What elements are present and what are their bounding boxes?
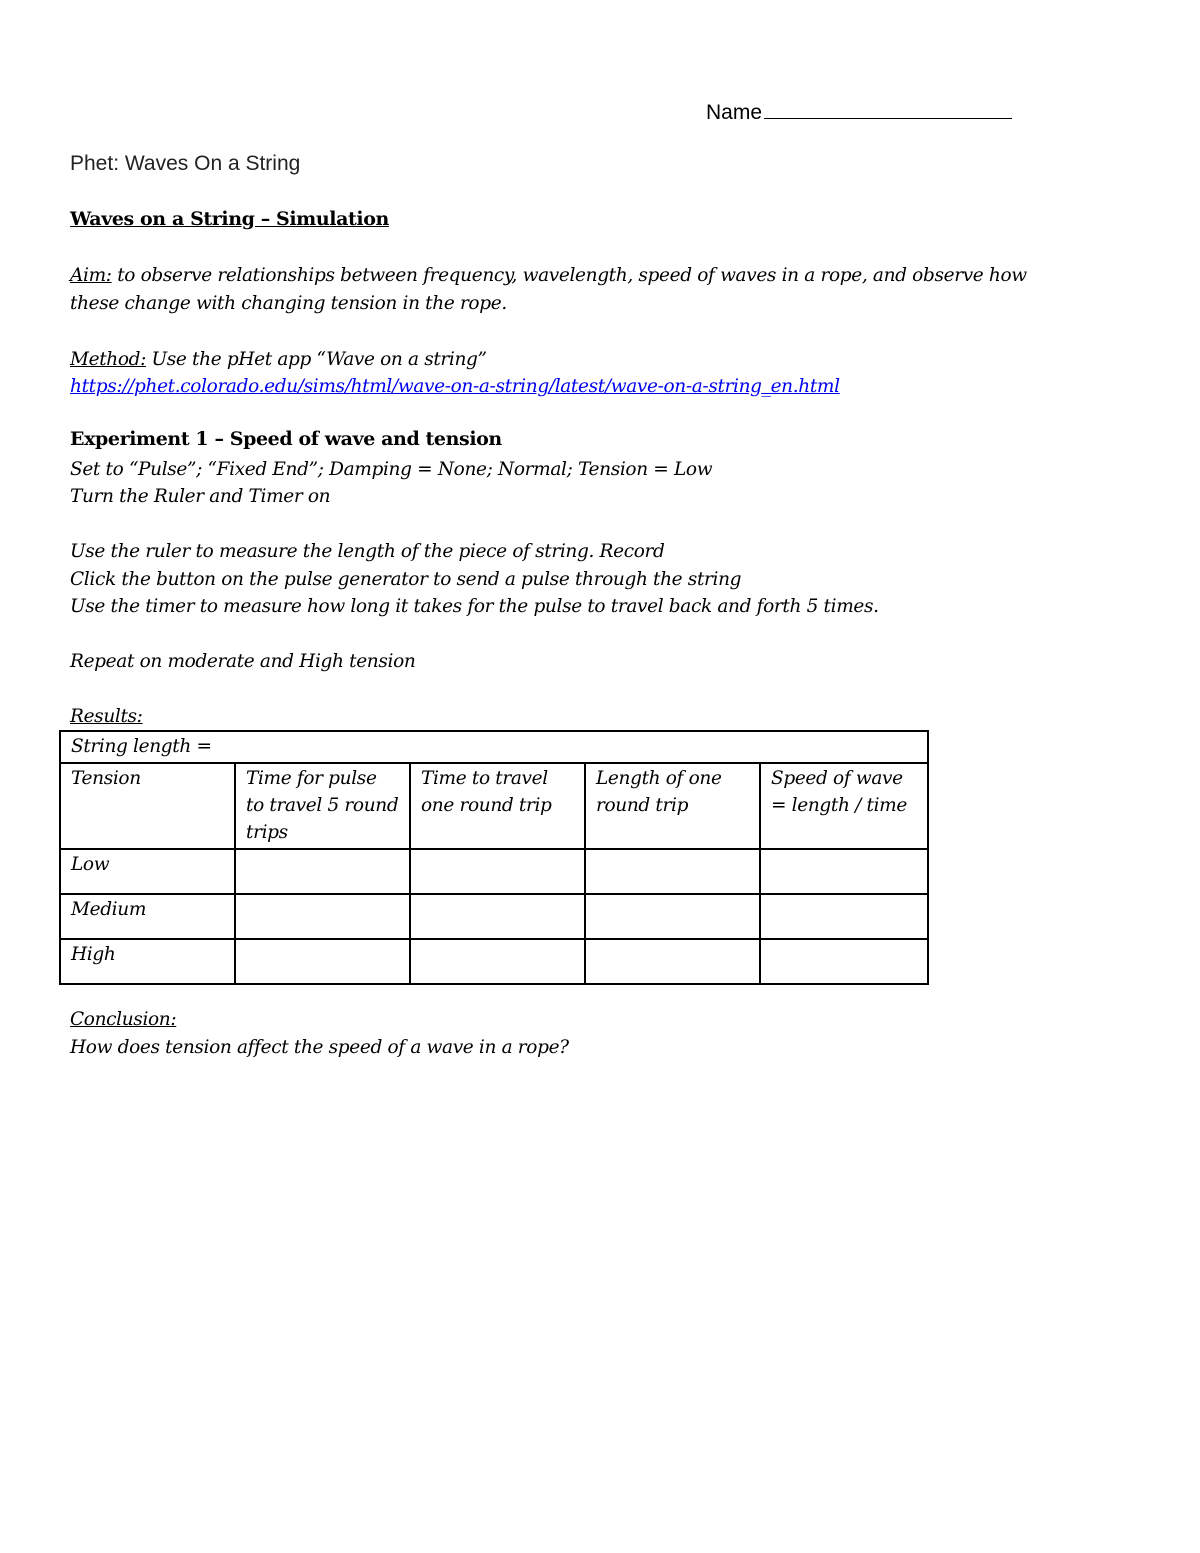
conclusion-question: How does tension affect the speed of a wave in a rope?	[70, 1037, 569, 1058]
tension-cell-high: High	[60, 939, 235, 984]
column-header-length-one-trip: Length of one round trip	[585, 763, 760, 849]
empty-cell[interactable]	[760, 939, 928, 984]
table-header-row	[60, 763, 928, 849]
method-label: Method:	[70, 349, 147, 370]
experiment-setup-1: Set to “Pulse”; “Fixed End”; Damping = None; Normal; Tension = Low	[70, 459, 713, 480]
aim-line-2: these change with changing tension in the rope.	[70, 293, 507, 314]
empty-cell[interactable]	[410, 939, 585, 984]
empty-cell[interactable]	[760, 894, 928, 939]
aim-text-1: to observe relationships between frequency, wavelength, speed of waves in a rope, and observe how	[117, 265, 1027, 286]
aim-label: Aim:	[70, 265, 112, 286]
empty-cell[interactable]	[235, 894, 410, 939]
name-label: Name	[706, 101, 763, 124]
method-text: Use the pHet app “Wave on a string”	[151, 349, 487, 370]
results-label: Results:	[70, 706, 143, 727]
empty-cell[interactable]	[585, 894, 760, 939]
phet-simulation-link[interactable]: https://phet.colorado.edu/sims/html/wave-on-a-string/latest/wave-on-a-string_en.html	[70, 376, 840, 397]
column-header-time-5-trips: Time for pulse to travel 5 round trips	[235, 763, 410, 849]
results-table	[59, 730, 929, 985]
table-row	[60, 849, 928, 894]
table-row	[60, 939, 928, 984]
empty-cell[interactable]	[235, 849, 410, 894]
experiment-step-1: Use the ruler to measure the length of the piece of string. Record	[70, 541, 665, 562]
tension-cell-medium: Medium	[60, 894, 235, 939]
method-link-line	[70, 373, 840, 401]
experiment-repeat: Repeat on moderate and High tension	[70, 651, 416, 672]
column-header-tension: Tension	[60, 763, 235, 849]
name-field	[706, 99, 1012, 125]
empty-cell[interactable]	[760, 849, 928, 894]
document-title: Phet: Waves On a String	[70, 152, 301, 175]
method-line	[70, 346, 487, 374]
string-length-row	[60, 731, 928, 763]
empty-cell[interactable]	[585, 849, 760, 894]
experiment-step-3: Use the timer to measure how long it takes for the pulse to travel back and forth 5 times.	[70, 596, 879, 617]
name-blank-line[interactable]	[764, 99, 1012, 119]
empty-cell[interactable]	[585, 939, 760, 984]
experiment-title: Experiment 1 – Speed of wave and tension	[70, 428, 502, 450]
section-title: Waves on a String – Simulation	[70, 208, 389, 230]
column-header-speed: Speed of wave = length / time	[760, 763, 928, 849]
conclusion-label: Conclusion:	[70, 1009, 177, 1030]
empty-cell[interactable]	[235, 939, 410, 984]
string-length-cell[interactable]: String length =	[60, 731, 928, 763]
experiment-setup-2: Turn the Ruler and Timer on	[70, 486, 331, 507]
aim-line-1	[70, 262, 1027, 290]
empty-cell[interactable]	[410, 849, 585, 894]
empty-cell[interactable]	[410, 894, 585, 939]
experiment-step-2: Click the button on the pulse generator to send a pulse through the string	[70, 569, 742, 590]
table-row	[60, 894, 928, 939]
column-header-time-one-trip: Time to travel one round trip	[410, 763, 585, 849]
tension-cell-low: Low	[60, 849, 235, 894]
